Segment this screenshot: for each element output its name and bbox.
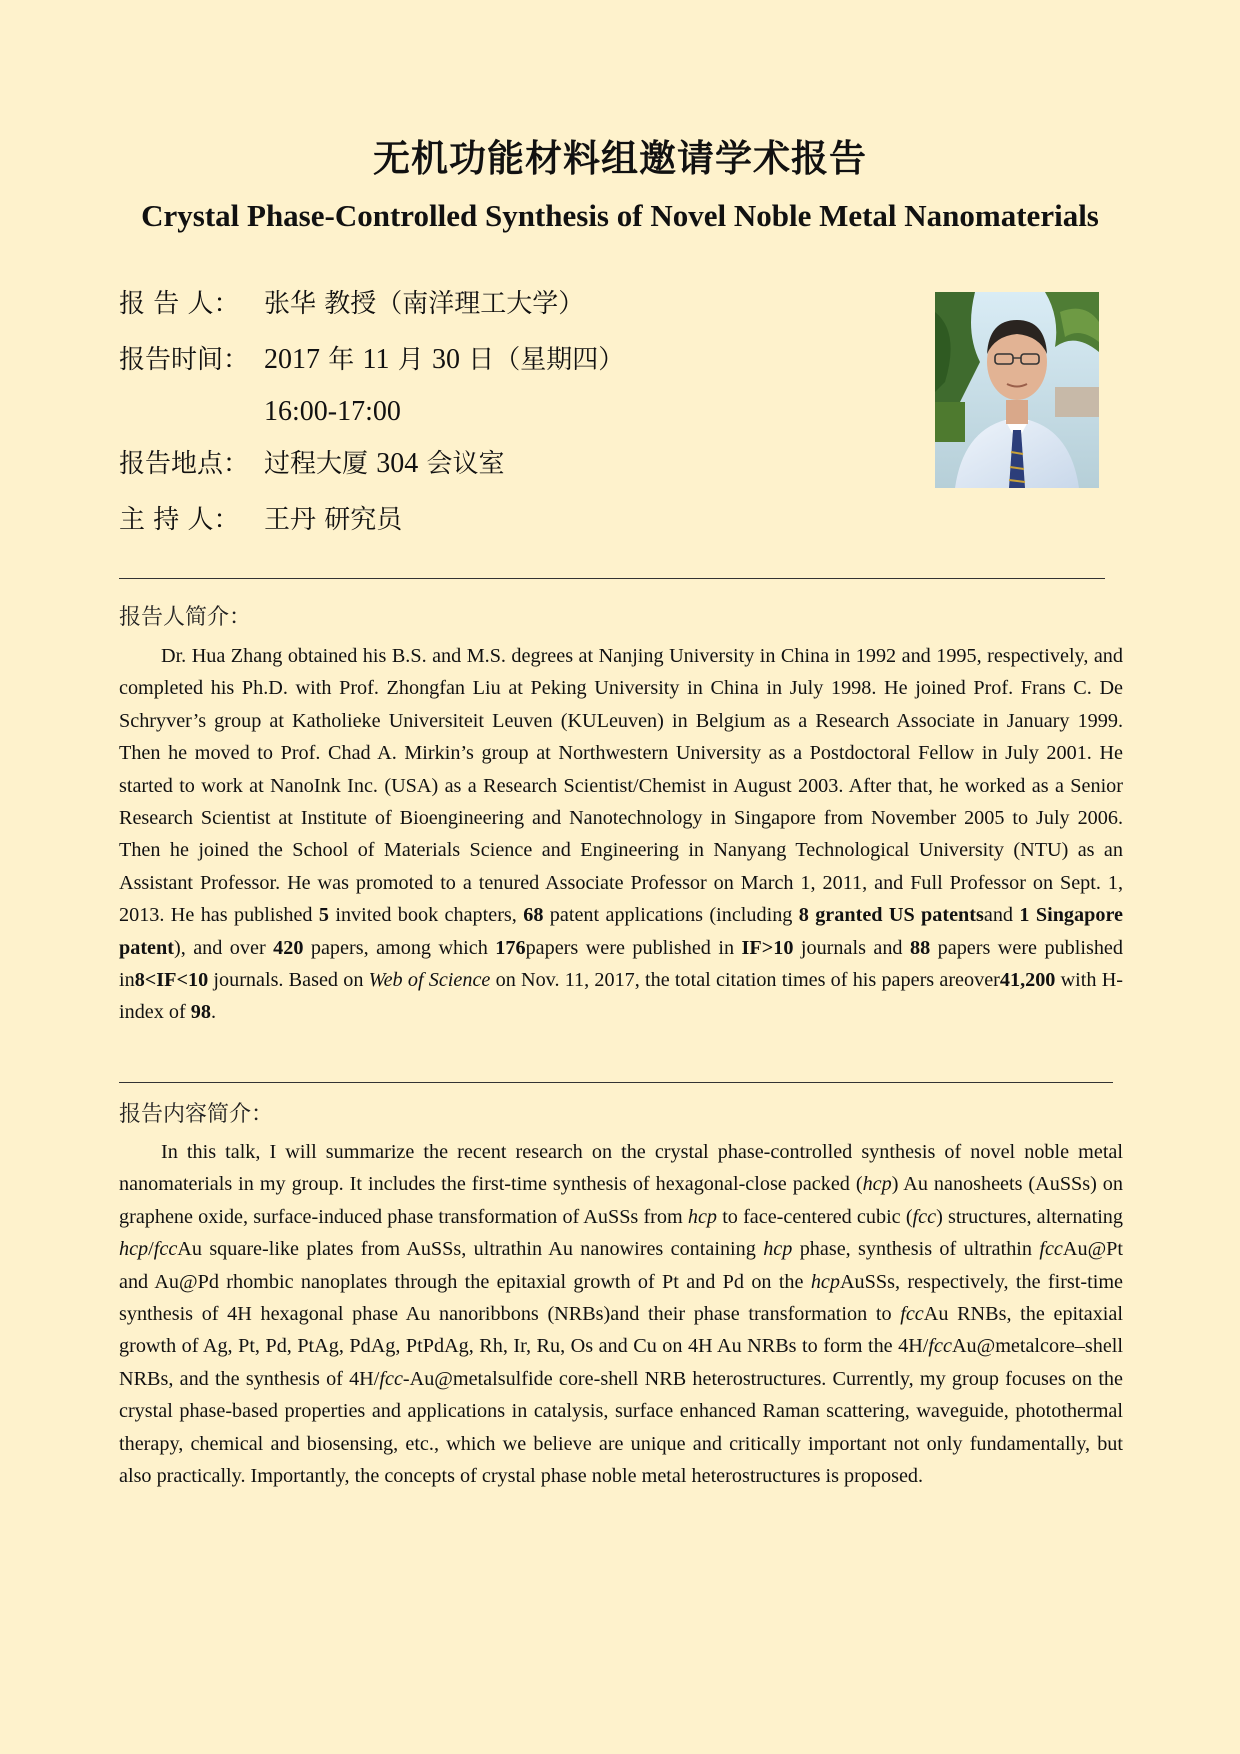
bio-heading: 报告人简介： [119,605,252,630]
bio-web-of-science: Web of Science [368,969,491,992]
host-label: 主 持 人： [119,505,240,535]
bio-paragraph: Dr. Hua Zhang obtained his B.S. and M.S. degrees at Nanjing University in China in 1992 and 1995, respectively, and completed his Ph.D. with Prof. Zhongfan Liu at Peking University in China in July 1998. He joined Prof. Frans C. De Schryver’s group at Katholieke Universiteit Leuven (KULeuven) in Belgium as a Research Associate in January 1999. Then he moved to Prof. Chad A. Mirkin’s group at Northwestern University as a Postdoctoral Fellow in July 2001. He started to work at NanoInk Inc. (USA) as a Research Scientist/Chemist in August 2003. After that, he worked as a Senior Research Scientist at Institute of Bioengineering and Nanotechnology in Singapore from November 2005 to July 2006. Then he joined the School of Materials Science and Engineering in Nanyang Technological University (NTU) as an Assistant Professor. He was promoted to a tenured Associate Professor on March 1, 2011, and Full Professor on Sept. 1, 2013. He has published 5 invited book chapters, 68 patent applications (including 8 granted US patentsand 1 Singapore patent), and over 420 papers, among which 176papers were published in IF>10 journals and 88 papers were published in8<IF<10 journals. Based on Web of Science on Nov. 11, 2017, the total citation times of his papers areover41,200 with H-index of 98. [119,645,1124,1024]
place-value [264,449,505,479]
place-prefix: 过程大厦 [264,449,377,479]
divider-middle [119,1082,1113,1083]
time-row [119,338,624,382]
place-room: 304 [376,448,419,479]
bio-book-chapters: 5 [318,904,329,927]
place-label: 报告地点： [119,449,250,479]
place-suffix: 会议室 [418,449,505,479]
speaker-value: 张华 教授（南洋理工大学） [264,289,585,319]
date-day: 30 [432,344,461,375]
abstract-heading: 报告内容简介： [119,1102,274,1127]
date-month-unit: 月 [389,345,433,375]
date-day-unit: 日（星期四） [460,345,625,375]
bio-papers-if10: 176 [495,936,526,959]
bio-h-index: 98 [190,1001,211,1024]
time-label: 报告时间： [119,345,250,375]
time-range: 16:00-17:00 [264,396,401,427]
date-value [264,345,624,375]
date-month: 11 [362,344,390,375]
bio-papers-if8: 88 [910,936,931,959]
speaker-row [119,282,584,326]
time-range-row [264,390,401,434]
host-value: 王丹 研究员 [264,505,403,535]
bio-if8-10: 8<IF<10 [134,969,209,992]
bio-citations: 41,200 [999,969,1056,992]
speaker-label: 报 告 人： [119,289,240,319]
date-year: 2017 [264,344,320,375]
speaker-photo [935,292,1099,488]
bio-if10: IF>10 [741,936,794,959]
place-row [119,442,505,486]
divider-top [119,578,1105,579]
chinese-title: 无机功能材料组邀请学术报告 [373,137,867,180]
bio-us-patents: 8 granted US patents [798,904,984,927]
bio-singapore-patent: 1 Singapore patent [119,904,1124,959]
date-year-unit: 年 [320,345,363,375]
bio-papers-total: 420 [273,936,304,959]
host-row [119,498,402,542]
abstract-paragraph: In this talk, I will summarize the recent research on the crystal phase-controlled synthesis of novel noble metal nanomaterials in my group. It includes the first-time synthesis of hexagonal-close packed (hcp) Au nanosheets (AuSSs) on graphene oxide, surface-induced phase transformation of AuSSs from hcp to face-centered cubic (fcc) structures, alternating hcp/fccAu square-like plates from AuSSs, ultrathin Au nanowires containing hcp phase, synthesis of ultrathin fccAu@Pt and Au@Pd rhombic nanoplates through the epitaxial growth of Pt and Pd on the hcpAuSSs, respectively, the first-time synthesis of 4H hexagonal phase Au nanoribbons (NRBs)and their phase transformation to fccAu RNBs, the epitaxial growth of Ag, Pt, Pd, PtAg, PdAg, PtPdAg, Rh, Ir, Ru, Os and Cu on 4H Au NRBs to form the 4H/fccAu@metalcore–shell NRBs, and the synthesis of 4H/fcc-Au@metalsulfide core-shell NRB heterostructures. Currently, my group focuses on the crystal phase-based properties and applications in catalysis, surface enhanced Raman scattering, waveguide, photothermal therapy, chemical and biosensing, etc., which we believe are unique and critically important not only fundamentally, but also practically. Importantly, the concepts of crystal phase noble metal heterostructures is proposed. [119,1141,1123,1488]
english-title: Crystal Phase-Controlled Synthesis of Novel Noble Metal Nanomaterials [141,198,1099,233]
bio-patents: 68 [523,904,544,927]
